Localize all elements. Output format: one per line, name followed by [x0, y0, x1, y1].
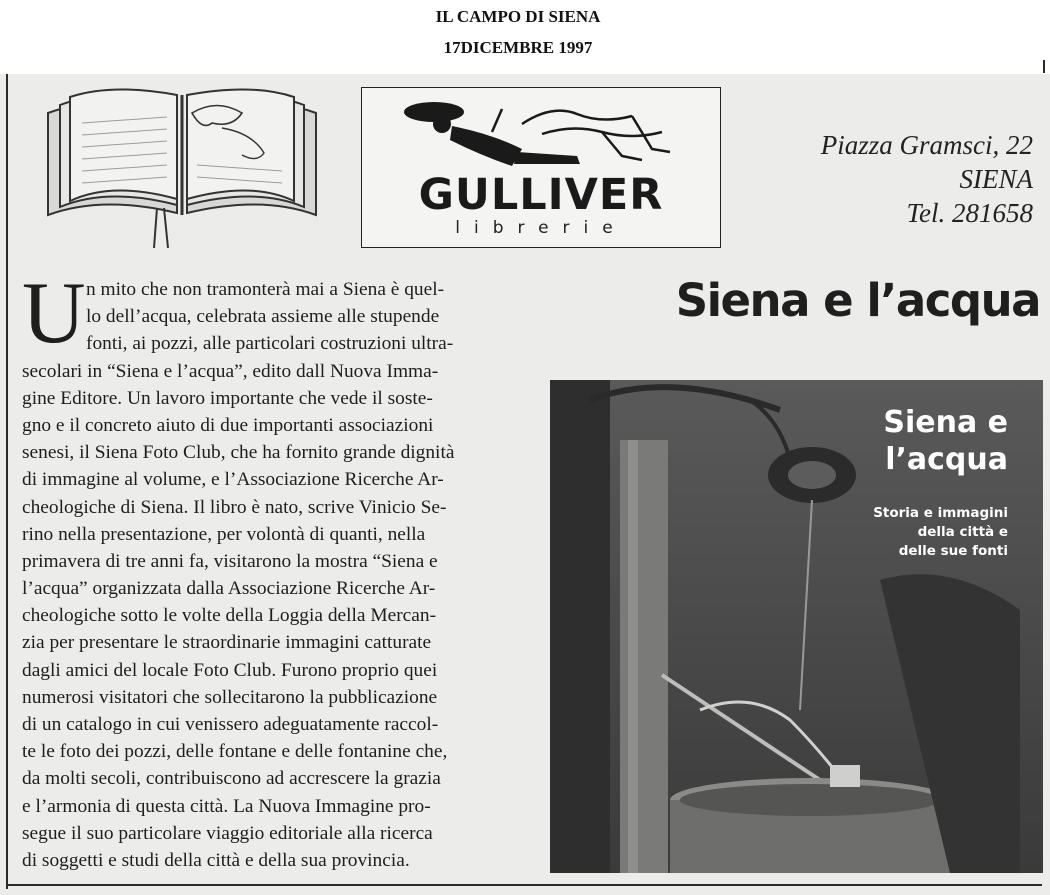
publication-name: IL CAMPO DI SIENA: [435, 7, 601, 26]
cover-subtitle: [768, 504, 1008, 561]
article-headline: Siena e l’acqua: [675, 274, 1040, 327]
article-line: numerosi visitatori che sollecitarono la pubblicazione: [22, 686, 438, 708]
logo-subtitle: librerie: [455, 218, 627, 238]
article-line: di immagine al volume, e l’Associazione Ricerche Ar-: [22, 469, 444, 491]
article-line: e l’armonia di questa città. La Nuova Immagine pro-: [22, 795, 431, 817]
cover-subtitle-line: Storia e immagini: [873, 505, 1008, 521]
reclining-gulliver-figure: [402, 94, 682, 174]
article-line: rino nella presentazione, per volontà di quanti, nella: [22, 523, 426, 545]
article-line: da molti secoli, contribuiscono ad accrescere la grazia: [22, 768, 441, 790]
address-city: SIENA: [959, 164, 1033, 194]
cover-subtitle-line: della città e: [917, 524, 1008, 540]
article-line: primavera di tre anni fa, visitarono la mostra “Siena e: [22, 550, 438, 572]
article-line: zia per presentare le straordinarie immagini catturate: [22, 632, 432, 654]
article-line: segue il suo particolare viaggio editoriale alla ricerca: [22, 822, 433, 844]
cover-title-line: Siena e: [883, 405, 1008, 440]
cover-subtitle-line: delle sue fonti: [898, 543, 1008, 559]
cover-title-line: l’acqua: [885, 442, 1008, 477]
address-street: Piazza Gramsci, 22: [820, 130, 1033, 160]
article-line: lo dell’acqua, celebrata assieme alle stupende: [86, 306, 440, 328]
right-border-rule: [1043, 60, 1045, 73]
article-line: fonti, ai pozzi, alle particolari costruzioni ultra-: [86, 333, 454, 355]
address-phone: Tel. 281658: [906, 198, 1033, 228]
article-line: secolari in “Siena e l’acqua”, edito dall Nuova Imma-: [22, 360, 439, 382]
article-body: [22, 265, 538, 874]
left-border-rule: [6, 74, 8, 889]
bookshop-address: [733, 128, 1033, 230]
article-line: gine Editore. Un lavoro importante che vede il soste-: [22, 387, 433, 409]
article-line: te le foto dei pozzi, delle fontane e delle fontanine che,: [22, 741, 448, 763]
article-line: di soggetti e studi della città e della sua provincia.: [22, 849, 410, 871]
article-line: dagli amici del locale Foto Club. Furono proprio quei: [22, 659, 438, 681]
cover-title: [748, 404, 1008, 478]
article-line: cheologiche di Siena. Il libro è nato, scrive Vinicio Se-: [22, 496, 447, 518]
article-line: di un catalogo in cui venissero adeguatamente raccol-: [22, 714, 439, 735]
masthead: [0, 0, 1050, 74]
article-line: n mito che non tramonterà mai a Siena è quel-: [86, 279, 445, 300]
article-line: l’acqua” organizzata dalla Associazione Ricerche Ar-: [22, 578, 436, 600]
bottom-border-rule: [8, 884, 1042, 886]
article-line: gno e il concreto aiuto di due importanti associazioni: [22, 414, 434, 436]
article-line: cheologiche sotto le volte della Loggia della Mercan-: [22, 605, 437, 627]
logo-wordmark: GULLIVER: [418, 170, 664, 220]
drop-cap: U: [22, 265, 86, 362]
open-book-illustration: [42, 83, 322, 248]
gulliver-logo-box: [361, 87, 721, 248]
book-cover-photo: [550, 380, 1043, 873]
publication-date: 17DICEMBRE 1997: [443, 38, 593, 57]
article-line: senesi, il Siena Foto Club, che ha fornito grande dignità: [22, 442, 455, 464]
